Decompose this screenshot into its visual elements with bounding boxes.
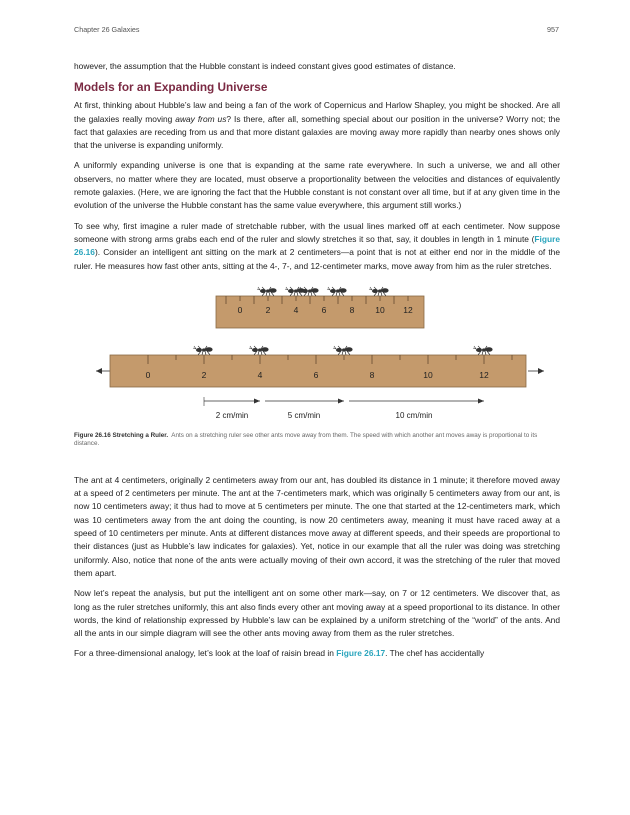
intro-paragraph: however, the assumption that the Hubble constant is indeed constant gives good estimates of distance. [74,61,456,71]
top-ruler-label-2: 2 [265,304,271,315]
paragraph-1-text-a: At first, thinking about Hubble’s law and being a fan of the work of Copernicus and Harlow Shapley, you might be shocked. Are all the galaxies really moving [74,100,560,124]
paragraph-6-text-a: For a three-dimensional analogy, let’s look at the loaf of raisin bread in [74,648,337,659]
bottom-ruler-label-6: 6 [313,369,319,380]
paragraph-2: A uniformly expanding universe is one that is expanding at the same rate everywhere. In such a universe, we and all other observers, no matter where they are located, must observe a proportionality between the velocities and distances of equivalently remote galaxies. (Here, we are ignoring the fact that the Hubble constant is not constant over all time, but if at any given time in the evolution of the universe the Hubble constant has the same value everywhere, this argument still works.) [74,160,560,211]
top-ruler-label-8: 8 [349,304,355,315]
paragraph-6-text-b: . The chef has accidentally [385,648,485,659]
top-ruler-label-6: 6 [321,304,327,315]
paragraph-4: The ant at 4 centimeters, originally 2 centimeters away from our ant, has doubled its distance in 1 minute; it therefore moved away at a speed of 2 centimeters per minute. The ant at the 7-centimeters mark, which was originally 5 centimeters away from our ant, is now 10 centimeters away; it thus had to move at 5 centimeters per minute. The one that started at the 12-centimeters mark, which was 10 centimeters away from the ant doing the counting, is now 20 centimeters away, meaning it must have raced away at a speed of 10 centimeters per minute. Ants at different distances move away at different speeds, and their speeds are proportional to their distances (just as Hubble’s law indicates for galaxies). Yet, notice in our example that all the ruler was doing was stretching uniformly. Also, notice that none of the ants were actually moving of their own accord, it was the stretching of the ruler that moved them apart. [74,474,560,578]
figure-caption [74,432,560,448]
bottom-ruler-label-2: 2 [201,369,207,380]
top-ruler-ants [257,287,389,296]
bottom-ruler-label-0: 0 [145,369,151,380]
section-title: Models for an Expanding Universe [74,80,268,95]
top-ruler [216,296,424,328]
caption-label: Figure 26.16 Stretching a Ruler. [74,431,169,439]
paragraph-3-text-b: ). Consider an intelligent ant sitting on the mark at 2 centimeters—a point that is not at either end nor in the middle of the ruler. He measures how fast other ants, sitting at the 4-, 7-, and 12-centimeter marks, move away from him as the ruler stretches. [74,247,560,271]
running-header-chapter: Chapter 26 Galaxies [74,25,140,34]
top-ruler-label-10: 10 [375,304,385,315]
bottom-ruler-label-12: 12 [479,369,489,380]
page-content [74,60,560,668]
figure-26-17-link[interactable]: Figure 26.17 [336,648,386,659]
ruler-illustration [74,280,560,430]
top-ruler-label-0: 0 [237,304,243,315]
top-ruler-label-4: 4 [293,304,299,315]
stretching-ruler-figure [74,280,560,460]
speed-label-5: 5 cm/min [287,410,321,420]
speed-label-2: 2 cm/min [215,410,249,420]
page-number: 957 [547,25,559,34]
speed-label-10: 10 cm/min [395,410,433,420]
bottom-ruler-label-4: 4 [257,369,263,380]
bottom-ruler-label-10: 10 [423,369,433,380]
bottom-ruler-ants [193,346,493,355]
paragraph-1-emphasis: away from us [175,113,227,124]
paragraph-6 [74,647,560,660]
paragraph-3-text-a: To see why, first imagine a ruler made of stretchable rubber, with the usual lines marked off at each centimeter. Now suppose someone with strong arms grabs each end of the ruler and slowly stretches it so that, say, it doubles in length in 1 minute ( [74,220,560,244]
paragraph-5: Now let’s repeat the analysis, but put the intelligent ant on some other mark—say, on 7 or 12 centimeters. We discover that, as long as the ruler stretches uniformly, this ant also finds every other ant moving away at a speed proportional to its distance. In other words, the kind of relationship expressed by Hubble’s law can be explained by a uniform stretching of the “world” of the ants. And all the ants in our simple diagram will see the other ants moving away from them as the ruler stretches. [74,588,560,639]
top-ruler-label-12: 12 [403,304,413,315]
caption-text: Ants on a stretching ruler see other ants move away from them. The speed with which another ant moves away is proportional to its distance. [74,431,538,448]
paragraph-1-text-b: ? Is there, after all, something special about our position in the universe? Worry not; the fact that galaxies are receding from us and that more distant galaxies are moving away more rapidly than nearby ones shows only that the universe is expanding uniformly. [74,113,560,151]
bottom-ruler-label-8: 8 [369,369,375,380]
paragraph-3 [74,220,560,273]
figure-26-16-link[interactable]: Figure 26.16 [74,233,560,258]
paragraph-1 [74,99,560,152]
